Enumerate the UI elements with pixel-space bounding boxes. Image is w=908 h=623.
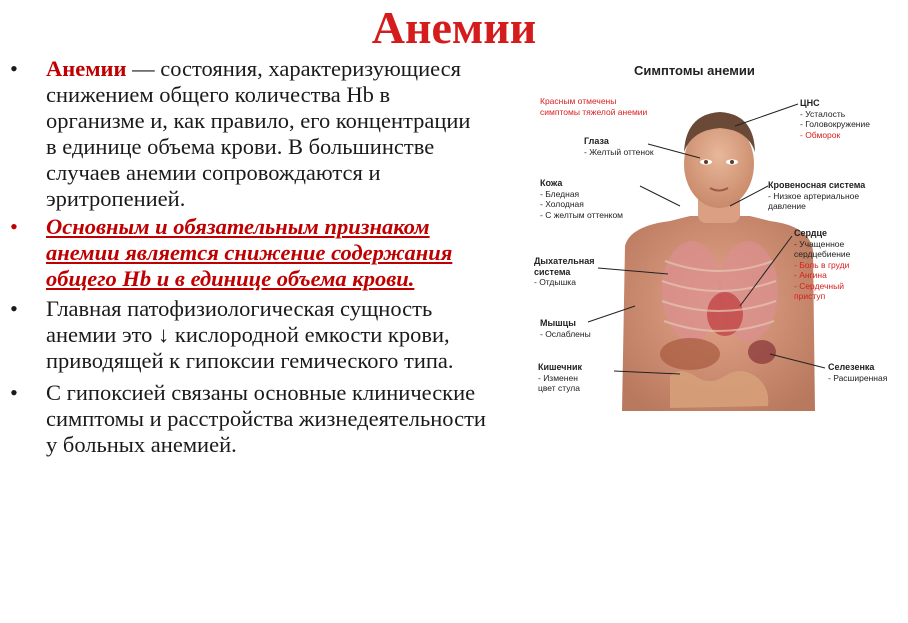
cns-item-2: - Головокружение	[800, 119, 870, 129]
symptoms-figure	[530, 56, 908, 420]
label-circulatory	[768, 180, 865, 212]
spleen-organ	[748, 340, 776, 364]
spleen-heading: Селезенка	[828, 362, 875, 372]
cns-item-3: - Обморок	[800, 129, 841, 140]
liver-organ	[660, 338, 720, 370]
term-anemia: Анемии	[46, 56, 127, 81]
eyes-heading: Глаза	[584, 136, 609, 146]
bullet-dot: •	[10, 380, 18, 405]
intestine-item-2: цвет стула	[538, 383, 580, 393]
note-line-2: симптомы тяжелой анемии	[540, 106, 648, 117]
cns-heading: ЦНС	[800, 98, 820, 108]
skin-item-1: - Бледная	[540, 188, 580, 199]
heart-item-6: приступ	[794, 291, 826, 301]
label-intestine	[538, 362, 582, 394]
eyes-item-1: - Желтый оттенок	[584, 146, 654, 157]
label-skin	[540, 178, 623, 220]
resp-heading-1: Дыхательная	[534, 256, 595, 266]
label-heart	[794, 228, 850, 302]
bullet-main-sign	[8, 214, 486, 292]
main-sign-text: Основным и обязательным признаком анемии является снижение содержания общего Hb и в единице объема крови.	[46, 214, 453, 291]
figure-title: Симптомы анемии	[634, 63, 755, 78]
definition-text: — состояния, характеризующиеся снижением общего количества Hb в организме и, как правило, его концентрации в единице объема крови. В большинстве случаев анемии сопровождаются и эритропенией.	[46, 56, 471, 211]
bullet-dot: •	[10, 214, 18, 239]
muscles-item-1: - Ослаблены	[540, 328, 591, 339]
heart-item-5: - Сердечный	[794, 280, 844, 291]
cns-item-1: - Усталость	[800, 108, 846, 119]
heart-item-3: - Боль в груди	[794, 259, 850, 270]
intestine-item-1: - Изменен	[538, 372, 578, 383]
circ-item-1: - Низкое артериальное	[768, 190, 860, 201]
resp-item-1: - Отдышка	[534, 277, 576, 287]
note-line-1: Красным отмечены	[540, 96, 617, 106]
resp-heading-2: система	[534, 266, 571, 277]
intestine-heading: Кишечник	[538, 362, 583, 372]
heart-item-2: сердцебиение	[794, 249, 851, 259]
bullet-list	[8, 56, 528, 460]
label-eyes	[584, 136, 654, 157]
label-respiratory	[534, 256, 594, 288]
bullet-definition	[8, 56, 486, 212]
bullet-hypoxia	[8, 380, 486, 458]
heart-heading: Сердце	[794, 228, 828, 238]
bullet-dot: •	[10, 296, 18, 321]
slide-title: Анемии	[371, 2, 537, 53]
label-spleen	[828, 362, 887, 383]
label-muscles	[540, 318, 591, 339]
bullet-dot: •	[10, 56, 18, 81]
bullet-pathophysiology	[8, 296, 466, 374]
spleen-item-1: - Расширенная	[828, 372, 888, 383]
skin-item-2: - Холодная	[540, 199, 584, 209]
skin-item-3: - С желтым оттенком	[540, 209, 624, 220]
circ-item-2: давление	[768, 201, 806, 211]
heart-item-1: - Учащенное	[794, 238, 845, 249]
severity-note	[540, 96, 647, 117]
muscles-heading: Мышцы	[540, 318, 576, 328]
hypoxia-text: С гипоксией связаны основные клинические симптомы и расстройства жизнедеятельности у больных анемией.	[46, 380, 486, 457]
circ-heading: Кровеносная система	[768, 180, 866, 190]
pathophysiology-text: Главная патофизиологическая сущность анемии это ↓ кислородной емкости крови, приводящей к гипоксии гемического типа.	[46, 296, 454, 373]
heart-item-4: - Ангина	[794, 270, 827, 280]
skin-heading: Кожа	[540, 178, 563, 188]
label-cns	[800, 98, 870, 140]
